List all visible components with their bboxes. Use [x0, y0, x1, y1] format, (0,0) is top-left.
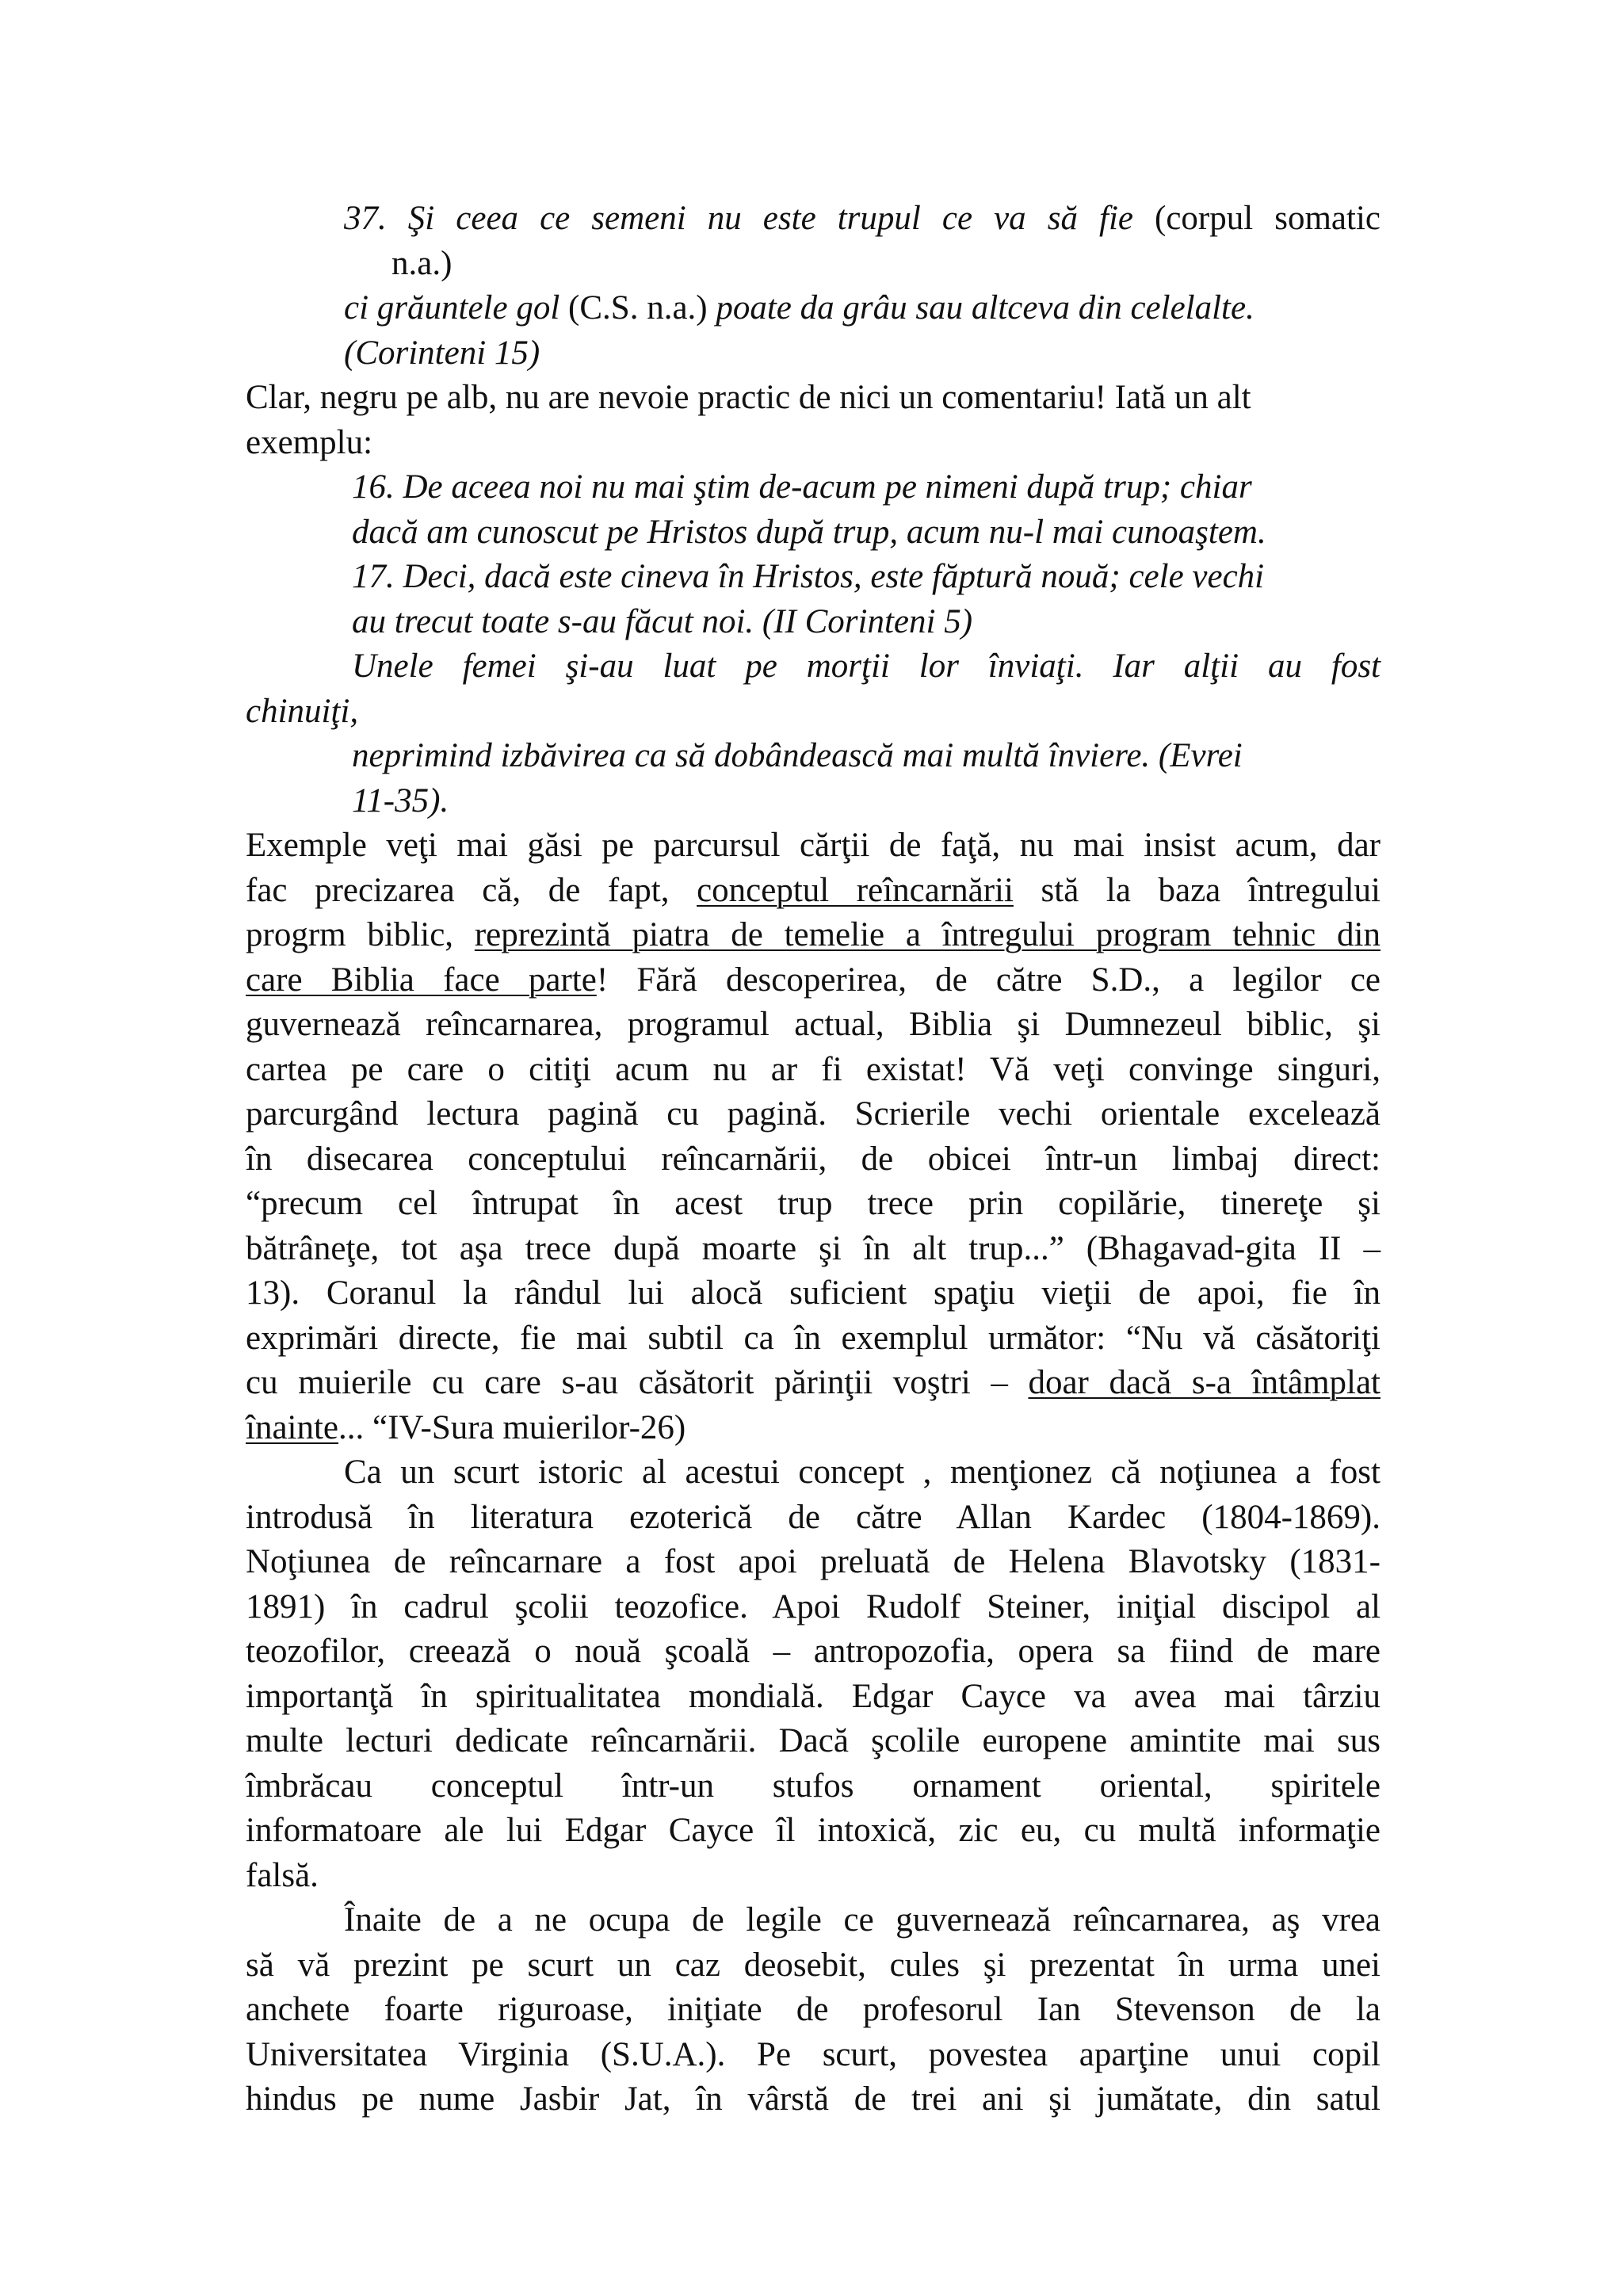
quote-37-number: 37.	[344, 200, 387, 237]
quote-evrei-line-3	[246, 734, 1381, 779]
paragraph-3-line-7: multe lecturi dedicate reîncarnării. Dacă şcolile europene amintite mai sus	[246, 1722, 1381, 1759]
quote-evrei-line-2	[246, 690, 1381, 735]
paragraph-3-line-9: informatoare ale lui Edgar Cayce îl intoxică, zic eu, cu multă informaţie	[246, 1812, 1381, 1849]
paragraph-3-line-4: 1891) în cadrul şcolii teozofice. Apoi Rudolf Steiner, iniţial discipol al	[246, 1587, 1381, 1626]
paragraph-2-line-6: cartea pe care o citiţi acum nu ar fi existat! Vă veţi convinge singuri,	[246, 1050, 1381, 1088]
quote-evrei-text-4: 11-35).	[352, 781, 449, 819]
paragraph-2-line-12: exprimări directe, fie mai subtil ca în exemplul următor: “Nu vă căsătoriţi	[246, 1319, 1381, 1357]
quote-evrei-line-4	[246, 779, 1381, 824]
quote-37-line-1	[246, 197, 1381, 242]
paragraph-2-text: fac precizarea că, de fapt,	[246, 871, 670, 909]
paragraph-2-line-7: parcurgând lectura pagină cu pagină. Scrierile vechi orientale excelează	[246, 1095, 1381, 1133]
quote-16-line-2	[246, 510, 1381, 556]
paragraph-2-line-3	[246, 913, 1381, 958]
paragraph-2-line-13	[246, 1361, 1381, 1406]
quote-16-text-1: 16. De aceea noi nu mai ştim de-acum pe nimeni după trup; chiar	[352, 468, 1252, 506]
quote-17-text-1: 17. Deci, dacă este cineva în Hristos, este făptură nouă; cele vechi	[352, 558, 1265, 595]
quote-37-line-4	[246, 331, 1381, 376]
paragraph-3-line-8: îmbrăcau conceptul într-un stufos ornament oriental, spiritele	[246, 1767, 1381, 1805]
underlined-bible-part: care Biblia face parte	[246, 961, 597, 999]
underlined-cornerstone: reprezintă piatra de temelie a întregului program tehnic din	[474, 916, 1381, 953]
paragraph-3-line-6: importanţă în spiritualitatea mondială. Edgar Cayce va avea mai târziu	[246, 1677, 1381, 1715]
quote-37-grain: poate da grâu sau altceva din celelalte.	[716, 289, 1254, 327]
quote-evrei-text-3: neprimind izbăvirea ca să dobândească mai multă înviere. (Evrei	[352, 737, 1243, 774]
paragraph-2-line-1: Exemple veţi mai găsi pe parcursul cărţii de faţă, nu mai insist acum, dar	[246, 827, 1381, 864]
paragraph-2-text: ... “IV-Sura muierilor-26)	[338, 1408, 686, 1446]
paragraph-4-line-1: Înaite de a ne ocupa de legile ce guvernează reîncarnarea, aş vrea	[344, 1901, 1381, 1939]
paragraph-4-line-5: hindus pe nume Jasbir Jat, în vârstă de trei ani şi jumătate, din satul	[246, 2080, 1381, 2118]
paragraph-2-text: ! Fără descoperirea, de către S.D., a legilor ce	[596, 961, 1381, 999]
quote-16-line-1	[246, 465, 1381, 510]
underlined-concept: conceptul reîncarnării	[697, 871, 1014, 909]
paragraph-2-line-9: “precum cel întrupat în acest trup trece prin copilărie, tinereţe şi	[246, 1185, 1381, 1222]
paragraph-1-line-1: Clar, negru pe alb, nu are nevoie practic de nici un comentariu! Iată un alt	[246, 379, 1251, 416]
quote-37-cs-note: (C.S. n.a.)	[568, 289, 708, 327]
quote-evrei-text-2: chinuiţi,	[246, 692, 359, 730]
underlined-before: înainte	[246, 1408, 339, 1446]
paragraph-2-line-2	[246, 869, 1381, 914]
paragraph-3-line-10: falsă.	[246, 1856, 319, 1894]
paragraph-2-text: stă la baza întregului	[1041, 871, 1381, 909]
paragraph-3-line-3: Noţiunea de reîncarnare a fost apoi preluată de Helena Blavotsky (1831-	[246, 1543, 1381, 1580]
paragraph-2-line-8: în disecarea conceptului reîncarnării, de obicei într-un limbaj direct:	[246, 1140, 1381, 1178]
paragraph-2-line-10: bătrâneţe, tot aşa trece după moarte şi în alt trup...” (Bhagavad-gita II –	[246, 1229, 1381, 1267]
paragraph-2-line-14	[246, 1406, 1381, 1451]
quote-evrei-text-1: Unele femei şi-au luat pe morţii lor înviaţi. Iar alţii au fost	[352, 648, 1381, 685]
paragraph-4-line-3: anchete foarte riguroase, iniţiate de profesorul Ian Stevenson de la	[246, 1991, 1381, 2028]
quote-evrei-line-1	[246, 644, 1381, 690]
paragraph-2-text: progrm biblic,	[246, 916, 454, 953]
quote-37-line-3	[246, 286, 1381, 331]
paragraph-3-line-1: Ca un scurt istoric al acestui concept , menţionez că noţiunea a fost	[344, 1454, 1381, 1491]
paragraph-4-line-4: Universitatea Virginia (S.U.A.). Pe scurt, povestea aparţine unui copil	[246, 2035, 1381, 2073]
paragraph-3-line-5: teozofilor, creează o nouă şcoală – antropozofia, opera sa fiind de mare	[246, 1633, 1381, 1670]
quote-17-line-1	[246, 555, 1381, 600]
paragraph-4-line-2: să vă prezint pe scurt un caz deosebit, cules şi prezentat în urma unei	[246, 1946, 1381, 1984]
quote-16-text-2: dacă am cunoscut pe Hristos după trup, acum nu-l mai cunoaştem.	[352, 513, 1266, 551]
underlined-happened: doar dacă s-a întâmplat	[1028, 1364, 1381, 1401]
paragraph-2-line-4	[246, 958, 1381, 1003]
paragraph-2-text: cu muierile cu care s-au căsătorit părinţii voştri –	[246, 1364, 1008, 1401]
quote-37-source: (Corinteni 15)	[344, 334, 540, 372]
quote-17-text-2: au trecut toate s-au făcut noi. (II Corinteni 5)	[352, 602, 973, 640]
paragraph-3-line-2: introdusă în literatura ezoterică de către Allan Kardec (1804-1869).	[246, 1498, 1381, 1536]
quote-37-note: (corpul somatic	[1155, 200, 1381, 237]
paragraph-1-line-2: exemplu:	[246, 423, 373, 461]
paragraph-2-line-11: 13). Coranul la rândul lui alocă suficient spaţiu vieţii de apoi, fie în	[246, 1274, 1381, 1312]
text-column	[246, 197, 1381, 2122]
quote-37-text: Şi ceea ce semeni nu este trupul ce va să fie	[407, 200, 1133, 237]
quote-37-seed: ci grăuntele gol	[344, 289, 560, 327]
paragraph-2-line-5: guvernează reîncarnarea, programul actual, Biblia şi Dumnezeul biblic, şi	[246, 1006, 1381, 1043]
quote-37-line-2: n.a.)	[391, 244, 453, 282]
quote-17-line-2	[246, 600, 1381, 645]
